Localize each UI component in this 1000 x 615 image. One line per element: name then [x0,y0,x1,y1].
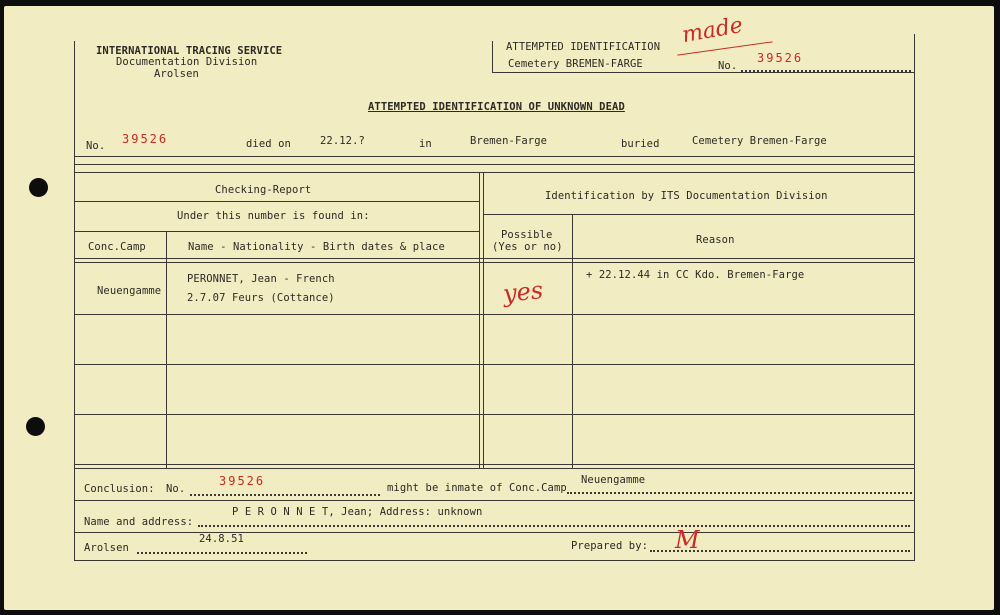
conclusion-camp-dotline [567,492,912,494]
conclusion-camp: Neuengamme [581,474,646,486]
footer-date-dotline [137,552,307,554]
cell-possible-yes: yes [501,275,545,309]
burial-place: Cemetery Bremen-Farge [692,135,827,147]
prepared-by-mark: M [675,526,700,554]
box-bottom-line [492,72,914,73]
box-cemetery: Cemetery BREMEN-FARGE [508,58,643,70]
frame-right [914,34,915,561]
prepared-by-label: Prepared by: [571,540,649,552]
identification-title: Identification by ITS Documentation Division [545,190,828,202]
checking-title-line [74,201,480,202]
form-title: ATTEMPTED IDENTIFICATION OF UNKNOWN DEAD [368,101,625,113]
record-no-label: No. [86,140,106,152]
checking-subtitle-line [74,231,480,232]
footer-place: Arolsen [84,542,129,554]
org-division: Documentation Division [116,56,258,68]
punch-hole [29,178,48,197]
name-address-dotline [198,525,910,527]
col-header-camp: Conc.Camp [88,241,146,253]
in-label: in [419,138,432,150]
box-no-value: 39526 [757,51,804,65]
conclusion-no-dotline [190,494,380,496]
document-card [4,6,994,610]
table-mid-divider [479,172,480,468]
handwritten-note: made [680,12,745,49]
conclusion-label: Conclusion: [84,483,155,495]
col-header-possible: Possible [501,229,553,241]
frame-left [74,41,75,561]
name-address-label: Name and address: [84,516,194,528]
died-value: 22.12.? [320,135,365,147]
table-bottom-line-double [74,468,915,469]
conclusion-no-value: 39526 [219,474,266,488]
col-header-reason: Reason [696,234,735,246]
cell-camp: Neuengamme [97,285,162,297]
cell-name-line2: 2.7.07 Feurs (Cottance) [187,292,335,304]
cell-name-line1: PERONNET, Jean - French [187,273,335,285]
checking-subtitle: Under this number is found in: [177,210,370,222]
col-header-possible-sub: (Yes or no) [492,241,563,253]
org-location: Arolsen [154,68,199,80]
record-no-value: 39526 [122,132,169,146]
record-line-double [74,164,915,165]
cell-reason: + 22.12.44 in CC Kdo. Bremen-Farge [586,269,805,281]
box-divider [492,41,493,73]
org-name: INTERNATIONAL TRACING SERVICE [96,45,283,57]
header-bottom-line [74,258,915,259]
table-mid-divider-double [483,172,484,468]
died-label: died on [246,138,291,150]
row-line [74,364,915,365]
col-header-name: Name - Nationality - Birth dates & place [188,241,445,253]
conclusion-line [74,500,915,501]
table-top-line [74,172,915,173]
identification-title-line [483,214,915,215]
place-of-death: Bremen-Farge [470,135,548,147]
box-title: ATTEMPTED IDENTIFICATION [506,41,661,53]
name-address-value: P E R O N N E T, Jean; Address: unknown [232,506,483,518]
frame-bottom [74,560,915,561]
record-line [74,156,915,157]
table-bottom-line [74,464,915,465]
col-divider-camp [166,231,167,468]
conclusion-no-label: No. [166,483,186,495]
checking-report-title: Checking-Report [215,184,312,196]
footer-date: 24.8.51 [199,533,244,545]
buried-label: buried [621,138,660,150]
conclusion-text: might be inmate of Conc.Camp [387,482,567,494]
row-line [74,414,915,415]
header-bottom-line-double [74,262,915,263]
row-line [74,314,915,315]
col-divider-possible [572,214,573,468]
box-no-label: No. [718,60,738,72]
punch-hole [26,417,45,436]
